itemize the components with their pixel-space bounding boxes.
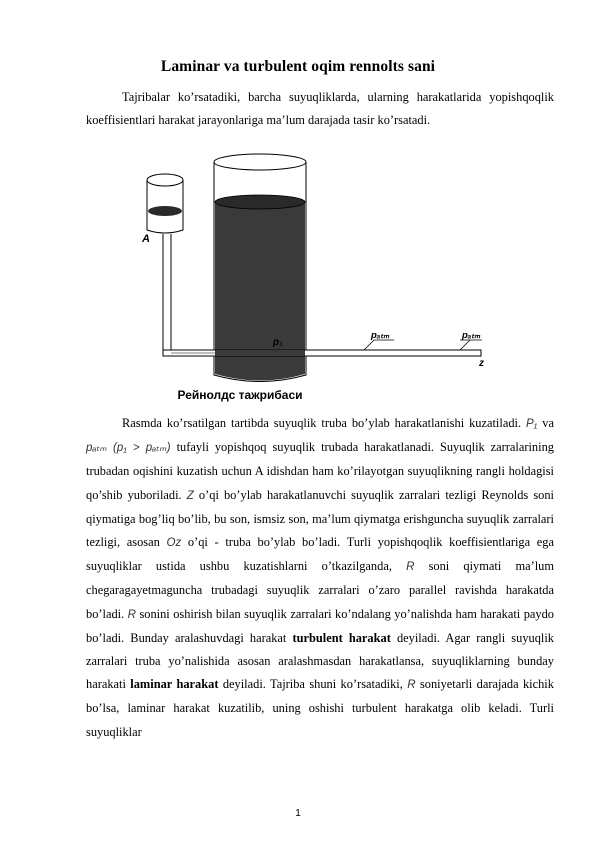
body-text: o’qi bo’ylab harakatlanuvchi suyuqlik zarralari tezligi Reynolds soni qiymatiga bog’liq bo’lib, bu son, ismsiz son, ma’lum qiymatga erishguncha suyuqlik zarralari tezligi, asosan [86, 487, 554, 550]
symbol-patm: pₐₜₘ [86, 442, 108, 455]
figure-caption: Рейнолдс тажрибаси [177, 388, 303, 402]
reynolds-experiment-diagram [120, 150, 500, 385]
symbol-r: R [127, 608, 136, 621]
body-text: soni qiymati ma’lum chegaragayetmaguncha trubadagi suyuqlik zarralari o’zaro parallel ravishda harakatda bo’ladi. [86, 559, 554, 621]
symbol-oz: Oz [166, 537, 182, 550]
intro-text: Tajribalar ko’rsatadiki, barcha suyuqliklarda, ularning harakatlarida yopishqoqlik koeffisientlari harakat jarayonlariga ma’lum darajada tasir ko’rsatadi. [86, 90, 554, 128]
term-laminar: laminar harakat [130, 677, 219, 692]
term-turbulent: turbulent harakat [292, 630, 391, 645]
symbol-p1: P₁ [526, 418, 538, 430]
dye-vessel-a [147, 174, 183, 355]
body-paragraph [86, 412, 554, 744]
symbol-z: Z [186, 489, 194, 502]
label-a: A [142, 233, 150, 245]
page-title: Laminar va turbulent oqim rennolts sani [160, 58, 436, 75]
body-text: soniyetarli darajada kichik bo’lsa, laminar harakat kuzatilib, uning oshishi turbulent harakatga olib keladi. Turli suyuqliklar [86, 677, 554, 739]
label-p1: p₁ [273, 337, 283, 348]
page-number: 1 [295, 808, 301, 819]
body-text: sonini oshirish bilan suyuqlik zarralari ko’ndalang yo’nalishda ham harakati paydo bo’ladi. Bunday aralashuvdagi harakat [86, 606, 554, 645]
body-text: Rasmda ko’rsatilgan tartibda suyuqlik truba bo’ylab harakatlanishi kuzatiladi. [122, 416, 522, 430]
intro-paragraph [86, 86, 554, 132]
body-text: tufayli yopishqoq suyuqlik trubada harakatlanadi. Suyuqlik zarralarining trubadan oqishini kuzatish uchun A idishdan ham ko’rilayotgan suyuqlikning rangli holdagisi qo’shib yuboriladi. [86, 440, 554, 502]
body-text: deyiladi. Agar rangli suyuqlik zarralari truba yo’nalishida asosan aralashmasdan harakatlansa, suyuqliklarning bunday harakati [86, 630, 554, 692]
large-tank [214, 154, 306, 382]
body-text: o’qi - truba bo’ylab bo’ladi. Turli yopishqoqlik koeffisientlariga ega suyuqliklar ustida ushbu kuzatishlarni o’tkazilganda, [86, 535, 554, 574]
symbol-r: R [407, 679, 416, 692]
body-text: va [542, 416, 554, 430]
body-text: deyiladi. Tajriba shuni ko’rsatadiki, [222, 677, 403, 692]
symbol-inequality: (p₁ > pₐₜₘ) [113, 442, 171, 455]
symbol-r: R [406, 561, 415, 574]
label-z: z [479, 358, 484, 369]
horizontal-pipe [163, 340, 482, 356]
label-patm-1: pₐₜₘ [371, 330, 390, 341]
label-patm-2: pₐₜₘ [462, 330, 481, 341]
